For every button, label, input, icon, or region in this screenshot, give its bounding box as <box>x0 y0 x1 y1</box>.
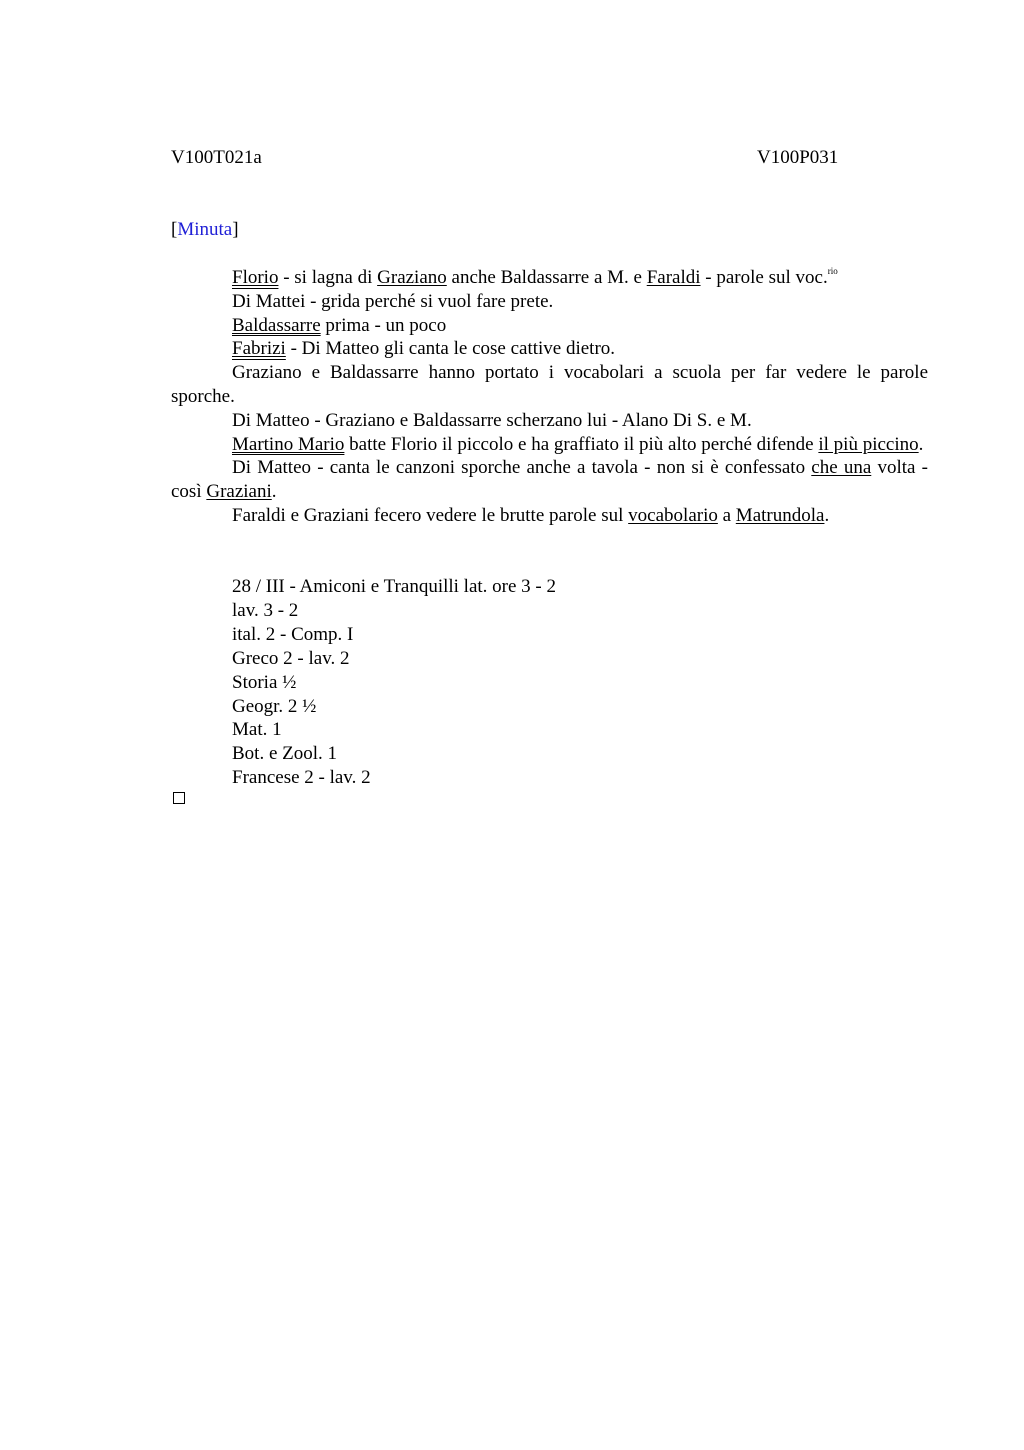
close-bracket: ] <box>232 219 239 240</box>
text-span: volta - così <box>171 457 928 503</box>
paragraph-8 <box>171 456 928 504</box>
text-span: - si lagna di <box>278 267 378 288</box>
text-span: . <box>271 481 277 503</box>
paragraph-7 <box>171 433 928 457</box>
grades-line: 28 / III - Amiconi e Tranquilli lat. ore 3 - 2 <box>232 576 557 597</box>
name-graziano: Graziano <box>377 267 447 288</box>
name-graziani: Graziani <box>206 481 272 503</box>
paragraph-5: Graziano e Baldassarre hanno portato i vocabolari a scuola per far vedere le parole sporche. <box>171 362 928 407</box>
open-bracket: [ <box>171 219 178 240</box>
text-span: . <box>918 433 924 455</box>
text-span: Faraldi e Graziani fecero vedere le brutte parole sul <box>232 504 629 526</box>
paragraph-3 <box>171 314 928 338</box>
text-span: prima - un poco <box>320 314 447 336</box>
paragraph-4 <box>171 337 928 361</box>
name-florio: Florio <box>232 267 279 288</box>
phrase-che-una: che una <box>811 457 872 479</box>
text-span: . <box>824 504 830 526</box>
grades-line: Greco 2 - lav. 2 <box>232 647 350 669</box>
text-span: - parole sul voc. <box>700 267 828 288</box>
grades-line: Francese 2 - lav. 2 <box>232 767 371 789</box>
paragraph-6: Di Matteo - Graziano e Baldassarre scherzano lui - Alano Di S. e M. <box>232 409 752 431</box>
grades-line: Geogr. 2 ½ <box>232 695 317 717</box>
end-of-document-square-icon <box>173 792 185 804</box>
section-label <box>171 218 239 242</box>
text-span: a <box>717 504 736 526</box>
paragraph-9 <box>171 504 928 528</box>
grades-line: Storia ½ <box>232 671 297 693</box>
word-vocabolario: vocabolario <box>628 504 718 526</box>
text-span: anche Baldassarre a M. e <box>446 267 647 288</box>
text-span: Di Matteo - canta le canzoni sporche anche a tavola - non si è confessato <box>232 457 812 479</box>
superscript-rio: rio <box>827 266 838 276</box>
document-code-right: V100P031 <box>757 147 839 168</box>
name-matrundola: Matrundola <box>735 504 825 526</box>
name-martino-mario: Martino Mario <box>232 433 345 455</box>
name-fabrizi: Fabrizi <box>232 338 286 360</box>
paragraph-1 <box>171 266 928 290</box>
grades-line: ital. 2 - Comp. I <box>232 623 354 645</box>
text-span: batte Florio il piccolo e ha graffiato il più alto perché difende <box>344 433 819 455</box>
section-label-minuta: Minuta <box>177 219 233 240</box>
grades-line: Bot. e Zool. 1 <box>232 743 338 765</box>
minuta-body <box>171 266 928 528</box>
grades-line: lav. 3 - 2 <box>232 599 299 621</box>
phrase-il-piu-piccino: il più piccino <box>818 433 919 455</box>
text-span: - Di Matteo gli canta le cose cattive dietro. <box>285 338 616 360</box>
grades-list <box>232 575 556 790</box>
grades-line: Mat. 1 <box>232 719 282 741</box>
name-baldassarre: Baldassarre <box>232 314 321 336</box>
document-code-left: V100T021a <box>171 147 262 168</box>
paragraph-2: Di Mattei - grida perché si vuol fare prete. <box>232 290 554 312</box>
name-faraldi: Faraldi <box>646 267 701 288</box>
